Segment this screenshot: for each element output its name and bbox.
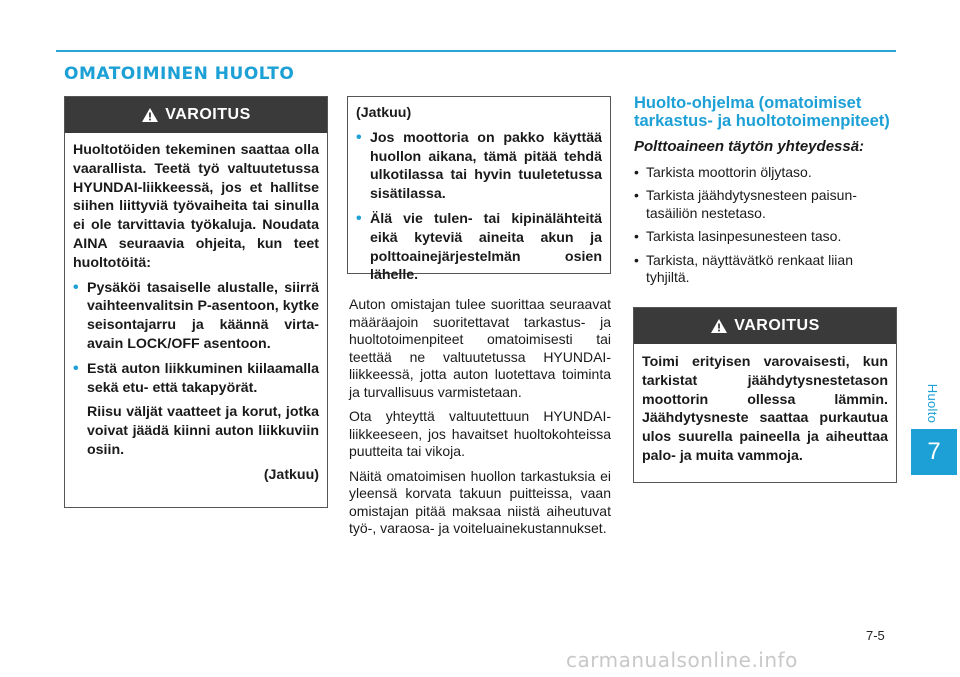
chapter-side-label: Huolto	[925, 383, 941, 423]
bullet-icon: •	[634, 163, 639, 180]
warning-bullet-text: Estä auton liikkuminen kiilaamalla sekä etu- että takapyörät.	[87, 360, 319, 396]
bullet-icon: •	[356, 128, 362, 146]
list-item: • Tarkista lasinpesunesteen taso.	[634, 228, 842, 244]
continued-label: (Jatkuu)	[263, 466, 319, 483]
chapter-number-tab: 7	[911, 429, 957, 475]
bullet-icon: •	[73, 359, 79, 377]
middle-body-text	[349, 296, 611, 545]
warning-bullet	[73, 279, 319, 354]
warning-box-left	[64, 96, 328, 508]
warning-bullet-text: Jos moottoria on pakko käyttää huollon aikana, tämä pitää tehdä ulkotilassa tai hyvin tuuletetussa sisätilassa.	[370, 129, 602, 203]
warning-bullet	[356, 210, 602, 285]
warning-box-middle	[347, 96, 611, 284]
schedule-subheading: Polttoaineen täytön yhteydessä:	[634, 138, 865, 155]
warning-body	[65, 133, 327, 497]
page-number: 7-5	[866, 628, 885, 643]
warning-triangle-icon	[141, 107, 159, 123]
continued-label: (Jatkuu)	[356, 105, 412, 121]
maintenance-schedule	[634, 94, 896, 293]
list-item: • Tarkista, näyttävätkö renkaat liian tyhjiltä.	[634, 251, 853, 285]
warning-bullet	[356, 129, 602, 204]
warning-body	[634, 344, 896, 478]
warning-bullet	[73, 360, 319, 398]
bullet-icon: •	[634, 228, 639, 244]
warning-extra: Riisu väljät vaatteet ja korut, jotka voivat jäädä kiinni auton liikkuviin osiin.	[87, 404, 319, 458]
warning-bullet-text: Älä vie tulen- tai kipinälähteitä eikä kyteviä aineita akun ja polttoainejärjestelmän osien lähelle.	[370, 210, 602, 284]
list-item: • Tarkista moottorin öljytaso.	[634, 163, 812, 180]
check-list	[634, 164, 896, 287]
warning-triangle-icon	[710, 318, 728, 334]
warning-header	[65, 97, 327, 133]
warning-label: VAROITUS	[734, 317, 820, 334]
paragraph: Ota yhteyttä valtuutettuun HYUNDAI-liikkeeseen, jos havaitset huoltokohteissa puutteita tai vikoja.	[349, 408, 611, 459]
bullet-icon: •	[73, 278, 79, 296]
list-item: • Tarkista jäähdytysnesteen paisuntasäiliön nestetaso.	[634, 187, 857, 221]
warning-bullet-text: Pysäköi tasaiselle alustalle, siirrä vaihteenvalitsin P-asentoon, kytke seisontajarru ja käännä virta-avain LOCK/OFF asentoon.	[87, 279, 319, 352]
paragraph: Auton omistajan tulee suorittaa seuraavat määräajoin suoritettavat tarkastus- ja huoltotoimenpiteet omatoimisesti tai teettää ne valtuutetussa HYUNDAI-liikkeessä, jotta auton luotettava toiminta ja turvallisuus varmistetaan.	[349, 296, 611, 400]
warning-label: VAROITUS	[165, 106, 251, 123]
bullet-icon: •	[634, 187, 639, 203]
warning-text: Toimi erityisen varovaisesti, kun tarkistat jäähdytysnestetason moottorin ollessa lämmin. Jäähdytysneste saattaa purkautua ulos suurella paineella ja aiheuttaa palo- ja muita vammoja.	[642, 354, 888, 464]
paragraph: Näitä omatoimisen huollon tarkastuksia ei yleensä korvata takuun puitteissa, vaan omistajan pitää maksaa niistä aiheutuvat työ-, varaosa- ja voiteluainekustannukset.	[349, 467, 611, 536]
schedule-heading: Huolto-ohjelma (omatoimiset tarkastus- ja huoltotoimenpiteet)	[634, 94, 890, 130]
top-rule	[56, 50, 896, 52]
warning-box-right	[633, 307, 897, 483]
bullet-icon: •	[356, 209, 362, 227]
warning-body	[348, 97, 610, 297]
bullet-icon: •	[634, 251, 639, 268]
warning-header	[634, 308, 896, 344]
warning-intro: Huoltotöiden tekeminen saattaa olla vaarallista. Teetä työ valtuutetussa HYUNDAI-liikkeessä, jos et hallitse siihen liittyviä työvaiheita tai sinulla ei ole tarvittavia työkaluja. Noudata AINA seuraavia ohjeita, kun teet huoltotöitä:	[73, 142, 319, 271]
watermark: carmanualsonline.info	[566, 648, 798, 672]
section-title: OMATOIMINEN HUOLTO	[64, 64, 295, 84]
